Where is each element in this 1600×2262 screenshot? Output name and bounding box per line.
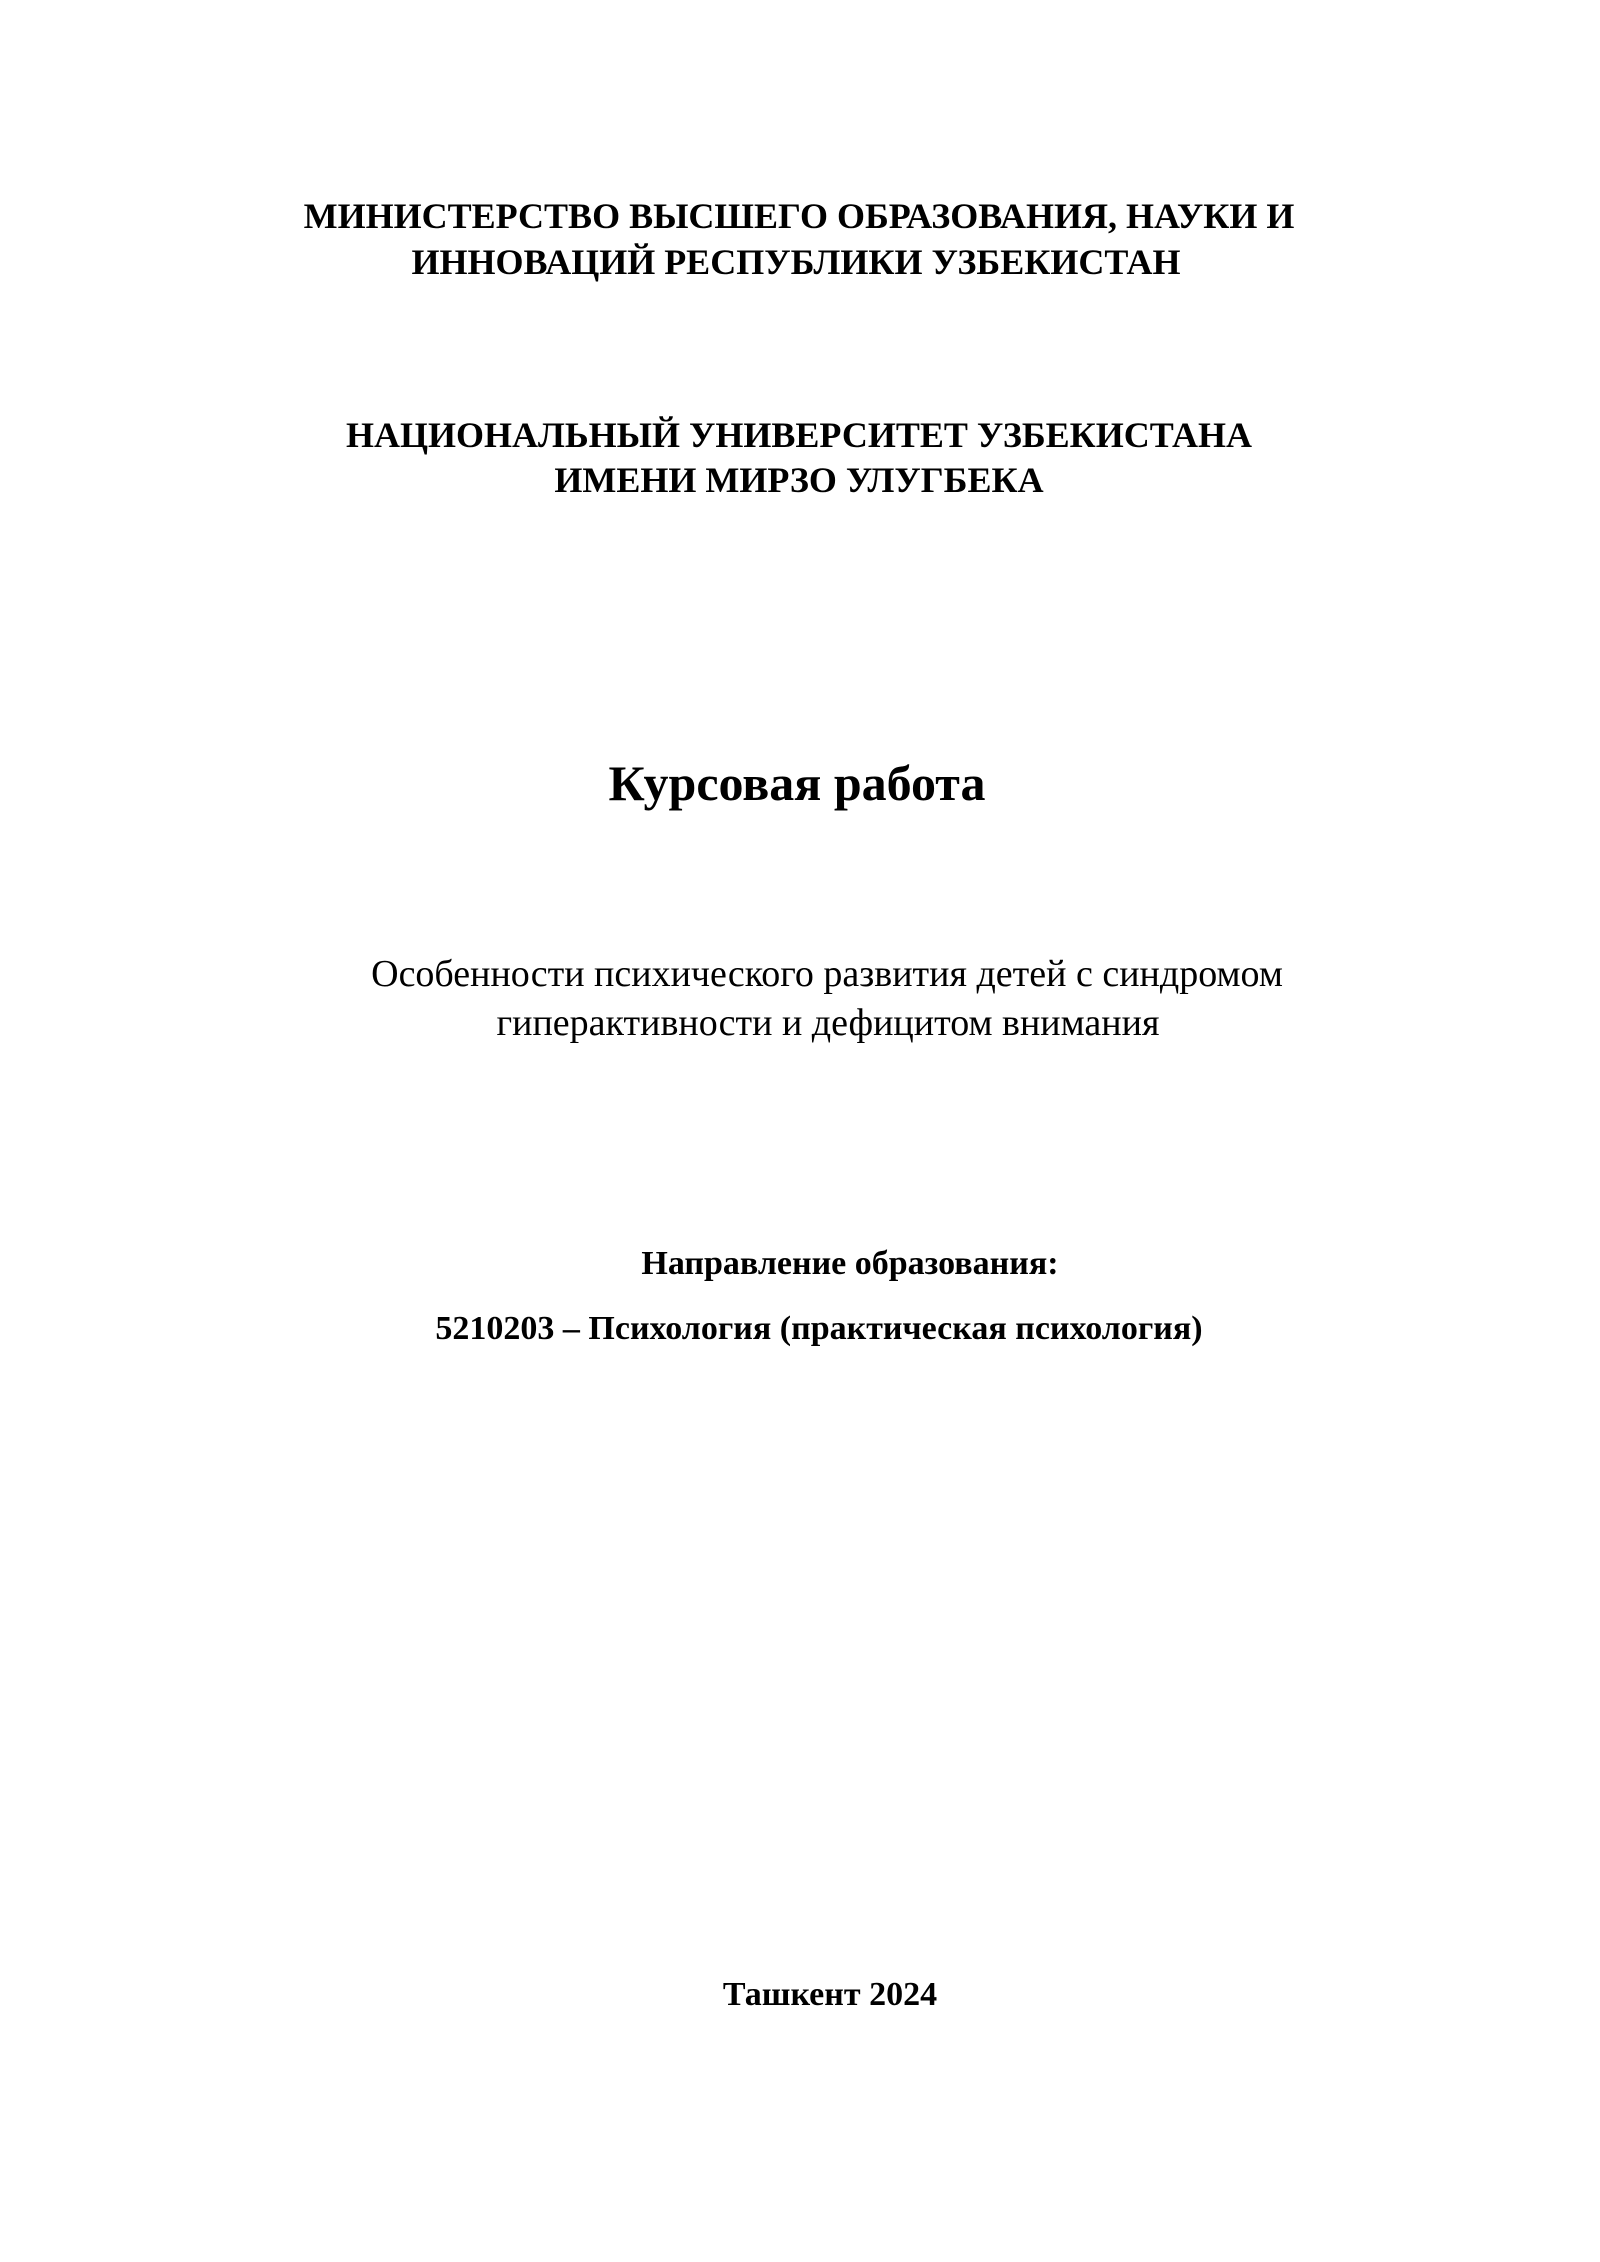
ministry-name-line-1: МИНИСТЕРСТВО ВЫСШЕГО ОБРАЗОВАНИЯ, НАУКИ И (303, 196, 1295, 236)
document-type-heading: Курсовая работа (608, 755, 986, 811)
education-direction-label: Направление образования: (641, 1245, 1059, 1282)
ministry-name-line-2: ИННОВАЦИЙ РЕСПУБЛИКИ УЗБЕКИСТАН (411, 242, 1181, 282)
university-name-line-1: НАЦИОНАЛЬНЫЙ УНИВЕРСИТЕТ УЗБЕКИСТАНА (346, 415, 1252, 455)
university-name-line-2: ИМЕНИ МИРЗО УЛУГБЕКА (554, 460, 1044, 500)
topic-title-line-1: Особенности психического развития детей с синдромом (371, 953, 1283, 995)
education-direction-value: 5210203 – Психология (практическая психология) (435, 1310, 1203, 1347)
topic-title-line-2: гиперактивности и дефицитом внимания (496, 1002, 1160, 1044)
city-and-year: Ташкент 2024 (722, 1976, 938, 2013)
